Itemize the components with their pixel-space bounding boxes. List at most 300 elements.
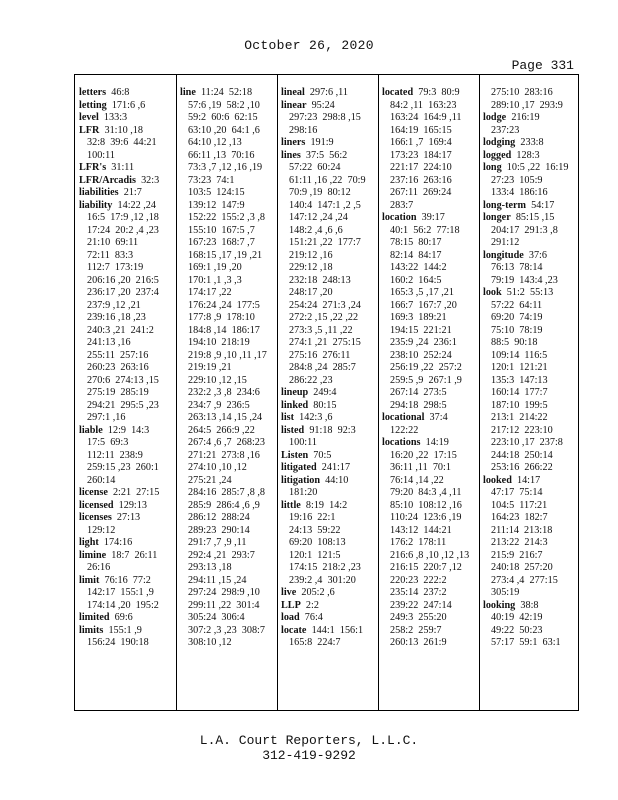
index-entry [79, 125, 173, 138]
index-refs-continued: 17:5 69:3 [87, 437, 129, 448]
index-refs-continued: 274:1 ,21 275:15 [289, 337, 361, 348]
index-refs-continued: 120:1 121:21 [491, 362, 548, 373]
index-refs-continued: 26:16 [87, 562, 111, 573]
index-entry [281, 87, 375, 100]
index-refs-continued: 305:19 [491, 587, 520, 598]
index-refs-continued: 64:10 ,12 ,13 [188, 137, 242, 148]
index-refs-continued: 166:7 167:7 ,20 [390, 299, 457, 311]
index-entry [281, 425, 375, 438]
index-refs-continued: 66:11 ,13 70:16 [188, 149, 255, 161]
index-refs-continued: 238:10 252:24 [390, 349, 452, 361]
index-entry [281, 450, 375, 463]
index-entry [483, 212, 577, 225]
index-headword: LFR [79, 124, 100, 136]
index-refs: 85:15 ,15 [515, 212, 555, 223]
index-refs: 12:9 14:3 [107, 424, 150, 436]
index-headword: long-term [483, 199, 526, 211]
index-entry [281, 500, 375, 513]
index-refs-continued: 270:6 274:13 ,15 [87, 374, 159, 386]
index-entry [281, 137, 375, 150]
index-refs-continued: 32:8 39:6 44:21 [87, 137, 157, 148]
index-refs-continued: 85:10 108:12 ,16 [390, 499, 462, 511]
index-refs-continued: 164:19 165:15 [390, 124, 452, 136]
index-column-2 [176, 87, 277, 650]
index-refs-continued: 156:24 190:18 [87, 637, 149, 648]
index-refs-continued: 61:11 ,16 ,22 70:9 [289, 174, 366, 186]
index-refs-continued: 307:2 ,3 ,23 308:7 [188, 624, 265, 636]
index-refs-continued: 234:7 ,9 236:5 [188, 399, 250, 411]
index-refs-continued: 27:23 105:9 [491, 174, 543, 186]
index-refs-continued: 160:2 164:5 [390, 274, 442, 286]
index-entry [79, 87, 173, 100]
index-refs-continued: 285:9 286:4 ,6 ,9 [188, 499, 260, 511]
index-entry [382, 437, 476, 450]
index-entry [79, 112, 173, 125]
index-refs-continued: 217:12 223:10 [491, 424, 553, 436]
index-headword: long [483, 162, 502, 173]
index-refs-continued: 142:17 155:1 ,9 [87, 587, 154, 598]
index-refs-continued: 143:12 144:21 [390, 524, 452, 536]
index-refs-continued: 148:2 ,4 ,6 ,6 [289, 224, 343, 236]
index-refs-continued: 40:19 42:19 [491, 612, 543, 623]
index-refs: 80:15 [313, 399, 337, 411]
index-refs-continued: 174:15 218:2 ,23 [289, 562, 361, 573]
index-headword: logged [483, 149, 512, 161]
index-refs-continued: 73:3 ,7 ,12 ,16 ,19 [188, 162, 263, 173]
index-refs: 70:5 [313, 449, 332, 461]
index-refs-continued: 76:13 78:14 [491, 262, 543, 273]
index-refs: 46:8 [111, 87, 130, 98]
index-headword: longitude [483, 249, 524, 261]
index-refs-continued: 36:11 ,11 70:1 [390, 462, 451, 473]
index-headword: letting [79, 99, 107, 111]
index-refs-continued: 223:10 ,17 237:8 [491, 437, 563, 448]
index-refs-continued: 275:10 283:16 [491, 87, 553, 98]
index-entry [483, 287, 577, 300]
footer [0, 733, 618, 763]
index-refs-continued: 163:24 164:9 ,11 [390, 112, 462, 123]
index-entry [281, 625, 375, 638]
index-refs-continued: 63:10 ,20 64:1 ,6 [188, 124, 260, 136]
index-headword: looked [483, 474, 512, 486]
index-headword: longer [483, 212, 511, 223]
index-headword: liners [281, 137, 306, 148]
index-refs-continued: 17:24 20:2 ,4 ,23 [87, 224, 159, 236]
index-refs: 21:7 [123, 187, 142, 198]
index-refs-continued: 294:18 298:5 [390, 399, 447, 411]
index-entry [79, 625, 173, 638]
index-refs-continued: 237:9 ,12 ,21 [87, 299, 141, 311]
index-refs: 69:6 [114, 612, 133, 623]
index-refs: 155:1 ,9 [108, 624, 142, 636]
index-refs: 10:5 ,22 16:19 [506, 162, 569, 173]
index-entry [281, 387, 375, 400]
index-refs-continued: 263:13 ,14 ,15 ,24 [188, 412, 263, 423]
index-refs: 129:13 [118, 499, 147, 511]
index-refs-continued: 297:1 ,16 [87, 412, 126, 423]
index-refs-continued: 79:19 143:4 ,23 [491, 274, 558, 286]
transcript-date: October 26, 2020 [244, 38, 374, 53]
index-refs-continued: 194:15 221:21 [390, 324, 452, 336]
index-refs-continued: 167:23 168:7 ,7 [188, 237, 255, 248]
index-headword: lines [281, 149, 301, 161]
index-entry [281, 475, 375, 488]
index-headword: lodging [483, 137, 516, 148]
index-headword: LFR's [79, 162, 107, 173]
index-refs-continued: 160:14 177:7 [491, 387, 548, 398]
index-headword: location [382, 212, 417, 223]
index-refs-continued: 232:2 ,3 ,8 234:6 [188, 387, 260, 398]
index-refs-continued: 211:14 213:18 [491, 524, 553, 536]
index-refs-continued: 267:4 ,6 ,7 268:23 [188, 437, 265, 448]
index-refs: 14:19 [425, 437, 449, 448]
index-refs-continued: 291:7 ,7 ,9 ,11 [188, 537, 247, 548]
index-column-3 [277, 87, 378, 650]
index-entry [79, 487, 173, 500]
index-entry [483, 475, 577, 488]
index-refs-continued: 239:2 ,4 301:20 [289, 574, 356, 586]
index-refs: 37:6 [528, 249, 547, 261]
index-refs: 37:4 [429, 412, 448, 423]
index-headword: letters [79, 87, 107, 98]
index-refs-continued: 177:8 ,9 178:10 [188, 312, 255, 323]
index-headword: located [382, 87, 414, 98]
index-refs-continued: 57:6 ,19 58:2 ,10 [188, 99, 260, 111]
index-headword: lineal [281, 87, 305, 98]
index-refs-continued: 194:10 218:19 [188, 337, 250, 348]
index-refs-continued: 40:1 56:2 77:18 [390, 224, 460, 236]
index-refs-continued: 273:4 ,4 277:15 [491, 574, 558, 586]
index-refs-continued: 73:23 74:1 [188, 174, 235, 186]
index-refs: 39:17 [421, 212, 445, 223]
index-refs-continued: 235:9 ,24 236:1 [390, 337, 457, 348]
index-refs-continued: 75:10 78:19 [491, 324, 543, 336]
index-refs-continued: 112:7 173:19 [87, 262, 144, 273]
index-refs: 249:4 [313, 387, 337, 398]
index-refs-continued: 291:12 [491, 237, 520, 248]
index-headword: linear [281, 99, 307, 111]
index-refs-continued: 236:17 ,20 237:4 [87, 287, 159, 298]
index-refs: 32:3 [141, 174, 160, 186]
index-entry [483, 162, 577, 175]
index-refs-continued: 215:9 216:7 [491, 549, 543, 561]
index-entry [281, 600, 375, 613]
index-refs-continued: 104:5 117:21 [491, 499, 548, 511]
index-refs-continued: 21:10 69:11 [87, 237, 139, 248]
index-refs-continued: 78:15 80:17 [390, 237, 442, 248]
index-entry [281, 100, 375, 113]
index-refs-continued: 305:24 306:4 [188, 612, 245, 623]
index-refs: 37:5 56:2 [305, 149, 348, 161]
index-headword: limits [79, 624, 104, 636]
index-refs-continued: 57:22 64:11 [491, 299, 543, 311]
index-refs-continued: 165:3 ,5 ,17 ,21 [390, 287, 454, 298]
index-refs-continued: 216:15 220:7 ,12 [390, 562, 462, 573]
index-refs-continued: 219:12 ,16 [289, 249, 333, 261]
index-refs-continued: 298:16 [289, 124, 318, 136]
index-refs-continued: 274:10 ,10 ,12 [188, 462, 247, 473]
index-headword: live [281, 587, 297, 598]
index-refs-continued: 147:12 ,24 ,24 [289, 212, 348, 223]
index-entry [79, 512, 173, 525]
index-refs: 31:11 [111, 162, 135, 173]
index-refs-continued: 57:17 59:1 63:1 [491, 637, 561, 648]
reporter-name: L.A. Court Reporters, L.L.C. [199, 733, 419, 748]
index-refs-continued: 120:1 121:5 [289, 549, 341, 561]
index-refs-continued: 176:24 ,24 177:5 [188, 299, 260, 311]
index-entry [382, 412, 476, 425]
index-refs-continued: 170:1 ,1 ,3 ,3 [188, 274, 242, 286]
index-refs: 95:24 [311, 99, 335, 111]
index-refs: 44:10 [325, 474, 349, 486]
index-refs-continued: 271:21 273:8 ,16 [188, 449, 260, 461]
index-refs-continued: 187:10 199:5 [491, 399, 548, 411]
index-refs-continued: 72:11 83:3 [87, 249, 134, 261]
index-refs: 233:8 [520, 137, 544, 148]
index-headword: license [79, 487, 108, 498]
index-entry [281, 462, 375, 475]
index-refs-continued: 173:23 184:17 [390, 149, 452, 161]
index-headword: load [281, 612, 300, 623]
index-refs-continued: 220:23 222:2 [390, 574, 447, 586]
index-refs-continued: 267:11 269:24 [390, 187, 452, 198]
index-refs-continued: 239:16 ,18 ,23 [87, 312, 146, 323]
index-headword: lineup [281, 387, 309, 398]
index-entry [79, 500, 173, 513]
index-refs-continued: 294:11 ,15 ,24 [188, 574, 247, 586]
index-refs-continued: 174:17 ,22 [188, 287, 232, 298]
index-refs: 18:7 26:11 [111, 549, 158, 561]
index-refs-continued: 259:5 ,9 267:1 ,9 [390, 374, 462, 386]
index-headword: litigated [281, 462, 317, 473]
index-refs-continued: 24:13 59:22 [289, 524, 341, 536]
index-headword: locations [382, 437, 421, 448]
index-refs-continued: 129:12 [87, 524, 116, 536]
page-number: Page 331 [511, 58, 574, 73]
index-refs-continued: 100:11 [289, 437, 317, 448]
index-refs-continued: 275:19 285:19 [87, 387, 149, 398]
index-refs: 144:1 156:1 [311, 624, 364, 636]
index-refs: 38:8 [520, 599, 539, 611]
index-refs-continued: 135:3 147:13 [491, 374, 548, 386]
index-refs: 51:2 55:13 [506, 287, 554, 298]
index-refs-continued: 229:10 ,12 ,15 [188, 374, 247, 386]
index-headword: look [483, 287, 502, 298]
index-entry [180, 87, 274, 100]
index-refs-continued: 260:23 263:16 [87, 362, 149, 373]
index-refs-continued: 275:16 276:11 [289, 349, 351, 361]
index-refs-continued: 299:11 ,22 301:4 [188, 599, 260, 611]
index-refs-continued: 166:1 ,7 169:4 [390, 137, 452, 148]
index-refs-continued: 240:3 ,21 241:2 [87, 324, 154, 336]
index-entry [79, 575, 173, 588]
index-refs-continued: 103:5 124:15 [188, 187, 245, 198]
index-refs-continued: 249:3 255:20 [390, 612, 447, 623]
index-refs-continued: 259:15 ,23 260:1 [87, 462, 159, 473]
index-entry [483, 137, 577, 150]
index-refs-continued: 293:13 ,18 [188, 562, 232, 573]
index-refs: 191:9 [310, 137, 334, 148]
index-headword: liabilities [79, 187, 119, 198]
index-refs-continued: 110:24 123:6 ,19 [390, 512, 462, 523]
index-headword: little [281, 499, 301, 511]
index-refs-continued: 235:14 237:2 [390, 587, 447, 598]
index-headword: limit [79, 574, 100, 586]
index-refs-continued: 151:21 ,22 177:7 [289, 237, 361, 248]
index-refs-continued: 289:10 ,17 293:9 [491, 99, 563, 111]
index-refs-continued: 294:21 295:5 ,23 [87, 399, 159, 411]
index-refs-continued: 308:10 ,12 [188, 637, 232, 648]
index-table [74, 74, 579, 711]
index-entry [79, 425, 173, 438]
index-headword: limited [79, 612, 110, 623]
index-headword: level [79, 112, 99, 123]
index-entry [281, 587, 375, 600]
index-refs-continued: 237:23 [491, 124, 520, 136]
index-entry [79, 612, 173, 625]
index-refs-continued: 240:18 257:20 [491, 562, 553, 573]
index-refs-continued: 264:5 266:9 ,22 [188, 424, 255, 436]
index-column-1 [75, 87, 176, 650]
index-refs-continued: 286:12 288:24 [188, 512, 250, 523]
index-entry [79, 537, 173, 550]
index-refs-continued: 221:17 224:10 [390, 162, 452, 173]
index-refs-continued: 219:8 ,9 ,10 ,11 ,17 [188, 349, 267, 361]
index-refs-continued: 219:19 ,21 [188, 362, 232, 373]
index-refs-continued: 82:14 84:17 [390, 249, 442, 261]
index-headword: list [281, 412, 295, 423]
index-entry [483, 600, 577, 613]
index-refs-continued: 258:2 259:7 [390, 624, 442, 636]
index-refs-continued: 204:17 291:3 ,8 [491, 224, 558, 236]
index-refs: 2:21 27:15 [112, 487, 160, 498]
index-refs-continued: 254:24 271:3 ,24 [289, 299, 361, 311]
index-headword: licenses [79, 512, 112, 523]
index-refs: 76:4 [304, 612, 323, 623]
index-refs-continued: 59:2 60:6 62:15 [188, 112, 258, 123]
index-refs-continued: 289:23 290:14 [188, 524, 250, 536]
index-refs-continued: 292:4 ,21 293:7 [188, 549, 255, 561]
index-refs-continued: 69:20 108:13 [289, 537, 346, 548]
index-refs-continued: 283:7 [390, 199, 414, 211]
index-entry [281, 150, 375, 163]
index-refs-continued: 174:14 ,20 195:2 [87, 599, 159, 611]
index-refs: 205:2 ,6 [301, 587, 335, 598]
index-refs: 54:17 [531, 199, 555, 211]
index-refs-continued: 248:17 ,20 [289, 287, 333, 298]
index-refs-continued: 273:3 ,5 ,11 ,22 [289, 324, 353, 336]
index-entry [382, 87, 476, 100]
index-refs-continued: 19:16 22:1 [289, 512, 336, 523]
index-headword: linked [281, 399, 309, 411]
index-refs: 8:19 14:2 [305, 499, 348, 511]
index-headword: licensed [79, 499, 114, 511]
index-refs-continued: 275:21 ,24 [188, 474, 232, 486]
index-headword: looking [483, 599, 516, 611]
index-refs-continued: 244:18 250:14 [491, 449, 553, 461]
index-headword: listed [281, 424, 305, 436]
index-headword: line [180, 87, 196, 98]
index-refs-continued: 140:4 147:1 ,2 ,5 [289, 199, 361, 211]
index-headword: locational [382, 412, 425, 423]
index-refs: 14:22 ,24 [117, 199, 156, 211]
index-refs-continued: 260:14 [87, 474, 116, 486]
index-refs: 79:3 80:9 [418, 87, 460, 98]
index-refs-continued: 297:23 298:8 ,15 [289, 112, 361, 123]
index-headword: LLP [281, 599, 301, 611]
index-refs: 91:18 92:3 [309, 424, 356, 436]
index-refs-continued: 88:5 90:18 [491, 337, 538, 348]
index-refs-continued: 297:24 298:9 ,10 [188, 587, 260, 598]
index-refs-continued: 84:2 ,11 163:23 [390, 99, 457, 111]
index-refs-continued: 169:3 189:21 [390, 312, 447, 323]
index-refs-continued: 76:14 ,14 ,22 [390, 474, 444, 486]
index-refs-continued: 229:12 ,18 [289, 262, 333, 273]
index-refs: 128:3 [516, 149, 540, 161]
index-headword: liability [79, 199, 113, 211]
index-refs: 171:6 ,6 [111, 99, 146, 111]
index-headword: limine [79, 549, 107, 561]
index-refs: 2:2 [305, 599, 319, 611]
index-headword: liable [79, 424, 103, 436]
index-refs: 142:3 ,6 [299, 412, 333, 423]
index-refs-continued: 69:20 74:19 [491, 312, 543, 323]
index-refs-continued: 284:16 285:7 ,8 ,8 [188, 487, 265, 498]
index-entry [79, 162, 173, 175]
index-refs-continued: 133:4 186:16 [491, 187, 548, 198]
reporter-phone: 312-419-9292 [262, 748, 356, 763]
index-refs-continued: 100:11 [87, 149, 115, 161]
index-headword: lodge [483, 112, 507, 123]
index-refs-continued: 112:11 238:9 [87, 449, 143, 461]
index-refs-continued: 213:1 214:22 [491, 412, 548, 423]
index-refs-continued: 49:22 50:23 [491, 624, 543, 636]
index-refs-continued: 168:15 ,17 ,19 ,21 [188, 249, 263, 261]
index-refs-continued: 16:5 17:9 ,12 ,18 [87, 212, 159, 223]
index-refs: 31:10 ,18 [104, 124, 143, 136]
index-refs-continued: 181:20 [289, 487, 318, 498]
index-refs-continued: 267:14 273:5 [390, 387, 447, 398]
index-refs-continued: 57:22 60:24 [289, 162, 341, 173]
index-refs-continued: 47:17 75:14 [491, 487, 543, 498]
index-refs-continued: 206:16 ,20 216:5 [87, 274, 159, 286]
index-refs-continued: 232:18 248:13 [289, 274, 351, 286]
index-refs-continued: 237:16 263:16 [390, 174, 452, 186]
index-entry [79, 100, 173, 113]
index-refs-continued: 260:13 261:9 [390, 637, 447, 648]
index-refs: 216:19 [511, 112, 540, 123]
index-refs-continued: 169:1 ,19 ,20 [188, 262, 242, 273]
index-refs-continued: 286:22 ,23 [289, 374, 333, 386]
index-refs: 11:24 52:18 [200, 87, 253, 98]
index-refs: 76:16 77:2 [104, 574, 151, 586]
index-refs-continued: 109:14 116:5 [491, 349, 548, 361]
index-column-4 [378, 87, 479, 650]
index-headword: Listen [281, 449, 309, 461]
index-refs-continued: 256:19 ,22 257:2 [390, 362, 462, 373]
index-refs-continued: 155:10 167:5 ,7 [188, 224, 255, 236]
index-entry [79, 200, 173, 213]
index-headword: light [79, 537, 99, 548]
index-entry [79, 550, 173, 563]
index-entry [79, 175, 173, 188]
index-headword: LFR/Arcadis [79, 174, 136, 186]
index-refs: 133:3 [103, 112, 128, 123]
index-refs-continued: 152:22 155:2 ,3 ,8 [188, 212, 265, 223]
index-refs-continued: 253:16 266:22 [491, 462, 553, 473]
index-refs-continued: 139:12 147:9 [188, 199, 245, 211]
index-column-5 [479, 87, 580, 650]
